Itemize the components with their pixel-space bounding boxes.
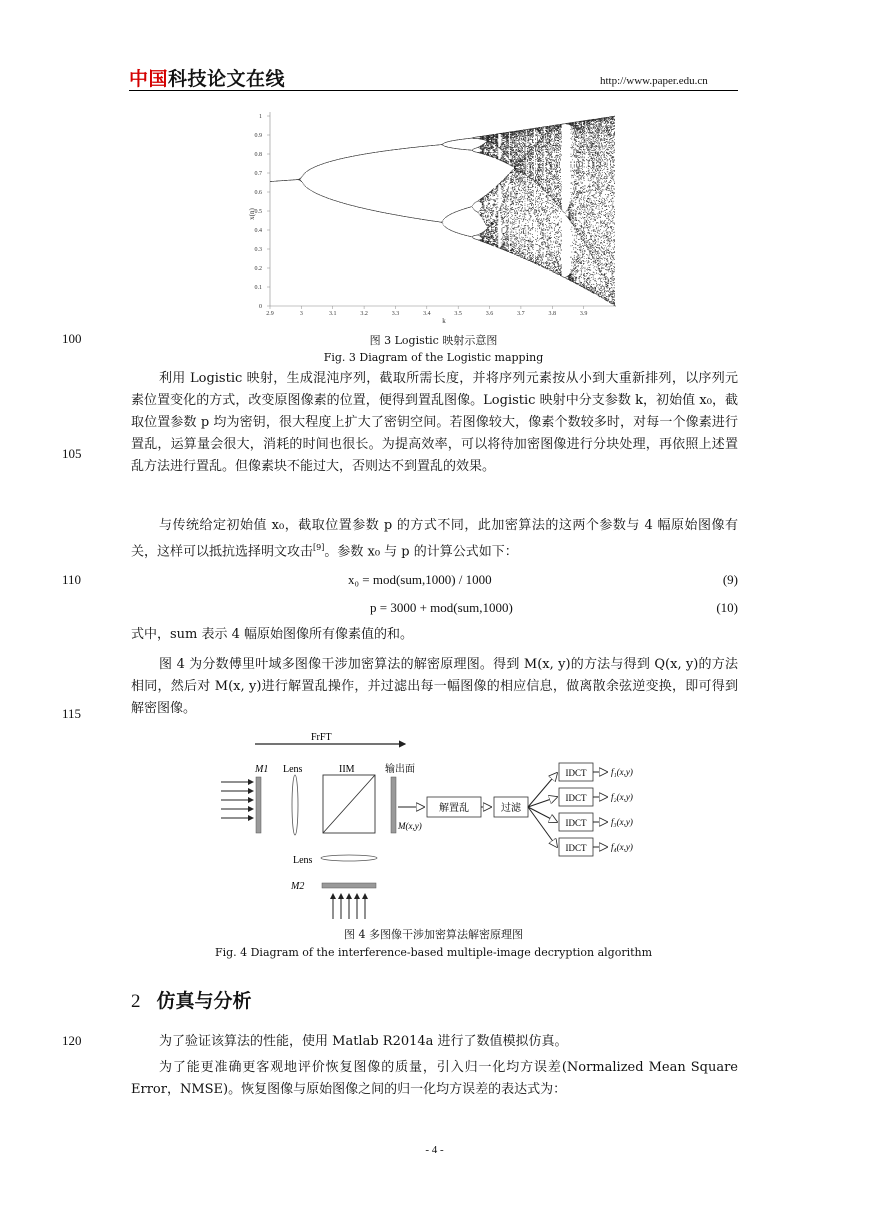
iim-label: IIM [339,764,355,775]
y-tick-label: 0.1 [254,285,262,291]
figure3-caption-en: Fig. 3 Diagram of the Logistic mapping [323,351,544,364]
descramble-label: 解置乱 [439,803,469,814]
y-tick-label: 0.7 [254,171,262,177]
paragraph-text: 图 4 为分数傅里叶域多图像干涉加密算法的解密原理图。得到 M(x, y)的方法与得到 Q(x, y)的方法相同，然后对 M(x, y)进行解置乱操作，并过滤出每一幅图像的相应信息，做离散余弦逆变换，即可得到解密图像。 [131,657,738,716]
idct-block-1 [559,763,593,781]
y-tick-label: 0.2 [254,266,262,272]
y-tick-label: 0.5 [254,209,262,215]
x-tick-label: 3.3 [391,311,400,317]
svg-text:IDCT: IDCT [565,793,587,803]
line-number-115: 115 [62,706,82,721]
x-axis-label: k [442,317,446,325]
idct-block-3 [559,813,593,831]
x-tick-label: 3.4 [423,311,431,317]
header-rule [129,90,738,91]
x-tick-label: 3.6 [485,311,494,317]
equation-9-number: (9) [722,572,738,587]
output-plane-label: 输出面 [385,764,415,775]
filter-label: 过滤 [501,803,521,814]
journal-logo [129,64,285,91]
logo-red-text: 中国 [129,68,169,90]
y-tick-label: 1 [259,114,262,120]
y-tick-label: 0.3 [254,247,262,253]
mask-m2 [322,883,376,888]
input-beam-arrows [221,782,253,818]
equation-9: x₀ = mod(sum,1000) / 1000 [348,572,492,587]
figure4-caption-en: Fig. 4 Diagram of the interference-based multiple-image decryption algorithm [214,946,653,959]
y-axis-label: x(n) [248,208,256,220]
svg-text:IDCT: IDCT [565,768,587,778]
x-tick-label: 3.1 [328,311,337,317]
paragraph-text: 与传统给定初始值 x₀，截取位置参数 p 的方式不同，此加密算法的这两个参数与 4 幅原始图像有关，这样可以抵抗选择明文攻击 [131,518,738,560]
output-f4: f₄(x,y) [611,842,633,852]
x-tick-label: 3 [299,311,303,317]
lens-top-label: Lens [283,764,303,775]
equation-10: p = 3000 + mod(sum,1000) [370,600,513,615]
frft-label: FrFT [311,732,332,743]
svg-text:IDCT: IDCT [565,818,587,828]
paragraph-sum [131,624,738,646]
figure3-caption-cn: 图 3 Logistic 映射示意图 [369,334,498,347]
equation-10-number: (10) [716,600,738,615]
paragraph-text: 。参数 x₀ 与 p 的计算公式如下： [324,544,518,560]
paragraph-text: 式中，sum 表示 4 幅原始图像所有像素值的和。 [131,627,414,642]
decryption-diagram [215,727,675,923]
bottom-beam-arrows [333,894,365,919]
section-title: 仿真与分析 [156,990,252,1012]
lens-bottom-label: Lens [293,855,313,866]
chart-axes [270,112,615,306]
x-tick-label: 3.7 [517,311,525,317]
paragraph-parameters [131,515,738,563]
output-plane [391,777,396,833]
bifurcation-chart [240,104,620,326]
mask-m1 [256,777,261,833]
x-tick-label: 2.9 [266,311,274,317]
mxy-label: M(x,y) [398,821,422,831]
line-number-100: 100 [62,331,82,346]
y-tick-label: 0.9 [254,133,262,139]
idct-block-2 [559,788,593,806]
paragraph-nmse [131,1057,738,1101]
figure4-caption-cn: 图 4 多图像干涉加密算法解密原理图 [344,928,523,941]
bifurcation-points [270,116,616,306]
paragraph-logistic [131,368,738,478]
section-heading [131,986,252,1013]
idct-block-4 [559,838,593,856]
x-tick-label: 3.5 [454,311,462,317]
paragraph-matlab [131,1031,738,1053]
line-number-120: 120 [62,1033,82,1048]
y-tick-label: 0 [259,304,262,310]
line-number-105: 105 [62,446,82,461]
paragraph-text: 为了验证该算法的性能，使用 Matlab R2014a 进行了数值模拟仿真。 [159,1034,568,1049]
lens-top [292,775,298,835]
page-number: - 4 - [425,1144,444,1156]
paragraph-decryption [131,654,738,720]
line-number-110: 110 [62,572,82,587]
svg-text:IDCT: IDCT [565,843,587,853]
output-f1: f₁(x,y) [611,767,633,777]
logo-black-text: 科技论文在线 [168,68,286,90]
y-tick-label: 0.4 [254,228,262,234]
output-f2: f₂(x,y) [611,792,633,802]
m2-label: M2 [291,881,305,892]
output-f3: f₃(x,y) [611,817,633,827]
y-tick-label: 0.8 [254,152,262,158]
x-tick-label: 3.9 [579,311,588,317]
paragraph-text: 为了能更准确更客观地评价恢复图像的质量，引入归一化均方误差(Normalized Mean Square Error，NMSE)。恢复图像与原始图像之间的归一化均方误差的表达式为： [131,1060,738,1097]
idct-output-arrows [593,772,607,847]
x-tick-label: 3.8 [548,311,557,317]
paragraph-text: 利用 Logistic 映射，生成混沌序列，截取所需长度，并将序列元素按从小到大重新排列，以序列元素位置变化的方式，改变原图像素的位置，便得到置乱图像。Logistic 映射中分支参数 k，初始值 x₀，截取位置参数 p 均为密钥，很大程度上扩大了密钥空间。若图像较大，像素个数较多时，对每一个像素进行置乱，运算量会很大，消耗的时间也很长。为提高效率，可以将待加密图像进行分块处理，再依照上述置乱方法进行置乱。但像素块不能过大，否则达不到置乱的效果。 [131,371,738,474]
lens-bottom [321,855,377,861]
filter-to-idct-arrows [528,773,557,847]
header-url[interactable]: http://www.paper.edu.cn [600,75,708,87]
section-number: 2 [131,991,141,1012]
m1-label: M1 [255,764,269,775]
x-tick-label: 3.2 [360,311,368,317]
citation-ref[interactable]: [9] [313,543,325,552]
y-tick-label: 0.6 [254,190,262,196]
